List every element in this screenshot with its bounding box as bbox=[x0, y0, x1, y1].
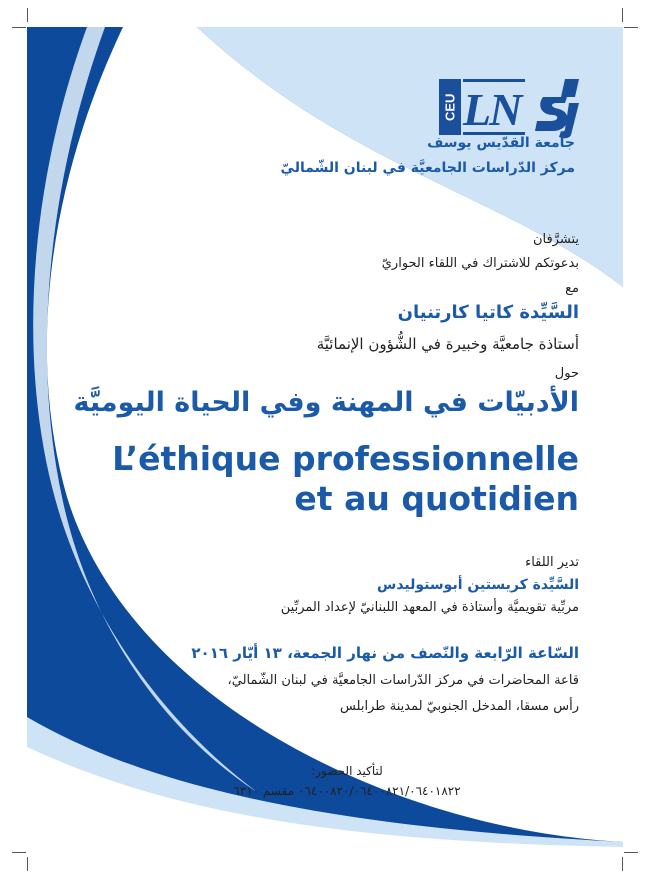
moderator-title: مربِّية تقويميَّة وأستاذة في المعهد اللبنانيّ لإعداد المربِّين bbox=[280, 600, 579, 615]
center-name: مركز الدّراسات الجامعيَّة في لبنان الشّماليّ bbox=[280, 160, 575, 176]
about-label: حول bbox=[554, 366, 579, 381]
speaker-name: السَّيِّدة كاتيا كارتنيان bbox=[397, 302, 579, 323]
moderator-name: السَّيِّدة كريستين أبوستوليدس bbox=[377, 577, 579, 593]
crop-mark bbox=[622, 8, 623, 22]
rsvp-phones: ٠٦٤٠٠٨٢٠/٠٦٤٠٠٨٢١/٠٦٤٠١٨٢٢ مقسم ٦٣١٠ bbox=[233, 784, 461, 798]
ln-logo: LN bbox=[463, 79, 525, 135]
topic-arabic: الأدبيّات في المهنة وفي الحياة اليوميَّة bbox=[73, 387, 579, 418]
topic-french-line1: L’éthique professionnelle bbox=[112, 439, 579, 478]
crop-mark bbox=[624, 852, 638, 853]
university-name: جامعة القدّيس يوسف bbox=[427, 135, 575, 151]
rsvp-label: لتأكيد الحضور: bbox=[311, 764, 383, 778]
crop-mark bbox=[624, 27, 638, 28]
invitation-line2: بدعوتكم للاشتراك في اللقاء الحواريّ bbox=[381, 256, 579, 271]
crop-mark bbox=[12, 27, 26, 28]
ceu-logo: CEU bbox=[439, 79, 461, 135]
usj-logo-icon bbox=[535, 75, 581, 139]
venue-line1: قاعة المحاضرات في مركز الدّراسات الجامعيَّة في لبنان الشّماليّ، bbox=[227, 673, 579, 688]
crop-mark bbox=[622, 857, 623, 871]
topic-french-line2: et au quotidien bbox=[294, 479, 579, 518]
moderator-label: تدير اللقاء bbox=[525, 555, 579, 570]
speaker-title: أستاذة جامعيَّة وخبيرة في الشُّؤون الإنمائيَّة bbox=[316, 335, 579, 353]
poster bbox=[27, 27, 623, 852]
crop-mark bbox=[27, 8, 28, 22]
venue-line2: رأس مسقا، المدخل الجنوبيّ لمدينة طرابلس bbox=[339, 699, 579, 714]
event-time: السّاعة الرّابعة والنّصف من نهار الجمعة، ١٣ أيّار ٢٠١٦ bbox=[191, 644, 579, 662]
invitation-line3: مع bbox=[565, 281, 579, 296]
invitation-line1: يتشرَّفان bbox=[532, 232, 579, 247]
crop-mark bbox=[12, 852, 26, 853]
crop-mark bbox=[27, 857, 28, 871]
